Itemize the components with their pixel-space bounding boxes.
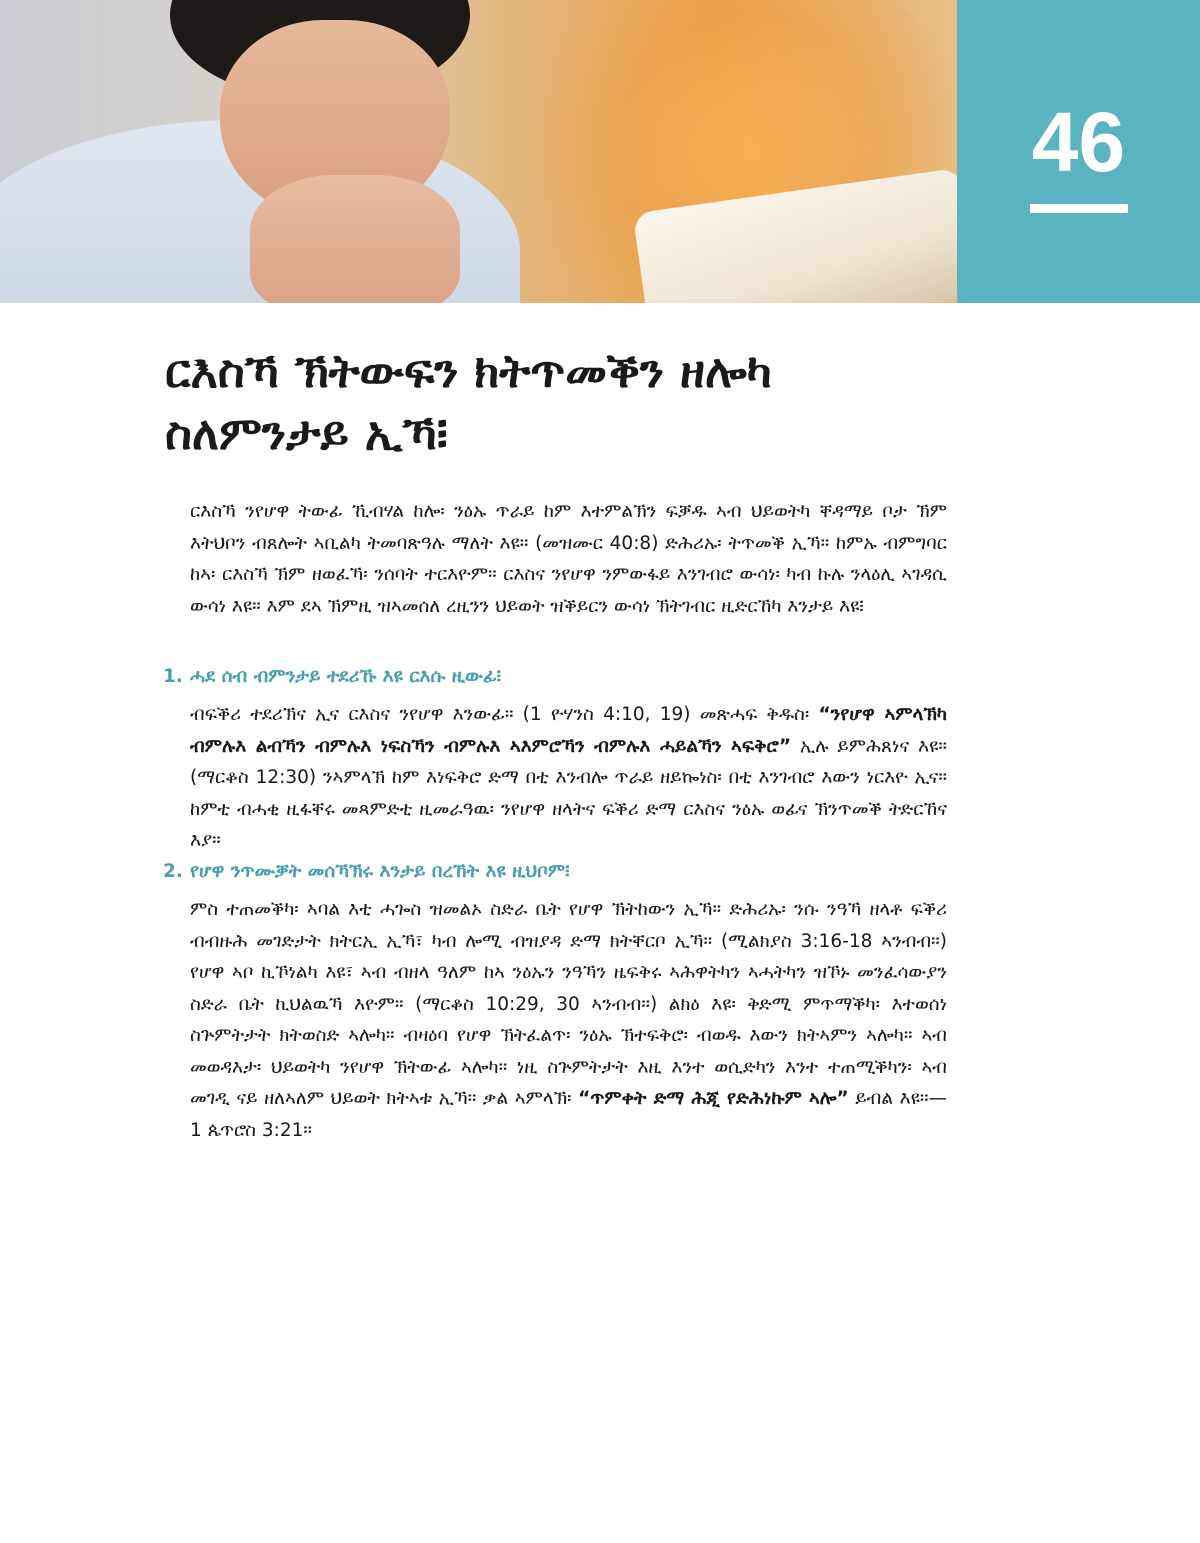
question-text: የሆዋ ንጥሙቓት መሰኻኽሩ እንታይ በረኸት እዩ ዚህቦም፧	[190, 861, 570, 882]
question-section-2	[163, 858, 953, 1146]
lesson-number-badge	[957, 0, 1200, 303]
scripture-quote: “ንየሆዋ ኣምላኽካ ብምሉእ ልብኻን ብምሉእ ነፍስኻን ብምሉእ ኣእምሮኻን ብምሉእ ሓይልኻን ኣፍቅሮ”	[190, 704, 947, 757]
answer-text: ይብል እዩ።—1 ጴጥሮስ 3:21።	[190, 1088, 947, 1141]
question-heading	[163, 663, 953, 691]
praying-hands-image	[250, 175, 460, 303]
question-number: 2.	[163, 861, 183, 882]
question-heading	[163, 858, 953, 886]
scripture-quote: “ጥምቀት ድማ ሕጂ የድሕነኩም ኣሎ”	[578, 1088, 849, 1109]
answer-text: ኢሉ ይምሕጸነና እዩ። (ማርቆስ 12:30) ንኣምላኽ ከም እነፍቅሮ ድማ በቲ እንብሎ ጥራይ ዘይኰነስ፡ በቲ እንገብሮ እውን ነርእዮ ኢና። ከምቲ ብሓቂ ዚፋቐሩ መጻምድቲ ዚመራዓዉ፡ ንየሆዋ ዘላትና ፍቕሪ ድማ ርእስና ንዕኡ ወፊና ኽንጥመቕ ትድርኸና እያ።	[190, 735, 947, 851]
hero-photo	[0, 0, 957, 303]
lesson-number: 46	[1031, 95, 1126, 189]
question-number: 1.	[163, 666, 183, 687]
intro-paragraph: ርእስኻ ንየሆዋ ትውፊ ኺብሃል ከሎ፡ ንዕኡ ጥራይ ከም እተምልኽን ፍቓዱ ኣብ ህይወትካ ቐዳማይ ቦታ ኽም እትህቦን ብጸሎት ኣቢልካ ትመባጽዓሉ ማለት እዩ። (መዝሙር 40:8) ድሕሪኡ፡ ትጥመቕ ኢኻ። ከምኡ ብምግባር ከኣ፡ ርእስኻ ኽም ዘወፈኻ፡ ንሰባት ተርእዮም። ርእስና ንየሆዋ ንምውፋይ እንገብሮ ውሳነ፡ ካብ ኩሉ ንላዕሊ ኣገዳሲ ውሳነ እዩ። እም ደኣ ኽምዚ ዝኣመሰለ ረዚንን ህይወት ዝቕይርን ውሳነ ኽትገብር ዚድርኸካ እንታይ እዩ፧	[190, 501, 947, 617]
question-text: ሓደ ሰብ ብምንታይ ተደሪኹ እዩ ርእሱ ዚውፊ፧	[190, 666, 502, 687]
answer-paragraph	[190, 699, 947, 857]
question-section-1	[163, 663, 953, 857]
answer-paragraph	[190, 894, 947, 1146]
page-title: ርእስኻ ኽትውፍን ክትጥመቕን ዘሎካ ስለምንታይ ኢኻ፧	[165, 344, 772, 460]
lesson-number-underline	[1030, 204, 1128, 213]
answer-text: ምስ ተጠመቕካ፡ ኣባል እቲ ሓጐስ ዝመልኦ ስድራ ቤት የሆዋ ኽትከውን ኢኻ። ድሕሪኡ፡ ንሱ ንዓኻ ዘላቶ ፍቕሪ ብብዙሕ መገድታት ክትርኢ ኢኻ፣ ካብ ሎሚ ብዝያዳ ድማ ክትቐርቦ ኢኻ። (ሚልክያስ 3:16-18 ኣንብብ።) የሆዋ ኣቦ ኪኾነልካ እዩ፣ ኣብ ብዘላ ዓለም ከኣ ንዕኡን ንዓኻን ዜፍቅሩ ኣሕዋትካን ኣሓትካን ዝኾኑ መንፈሳውያን ስድራ ቤት ኪህልዉኻ እዮም። (ማርቆስ 10:29, 30 ኣንብብ።) ልክዕ እዩ፡ ቅድሚ ምጥማቕካ፡ እተወሰነ ስጕምትታት ክትወስድ ኣሎካ። ብዛዕባ የሆዋ ኽትፈልጥ፡ ንዕኡ ኽተፍቅሮ፡ ብወዱ እውን ክትኣምን ኣሎካ። ኣብ መወዳእታ፡ ህይወትካ ንየሆዋ ኽትውፊ ኣሎካ። ነዚ ስጕምትታት እዚ እንተ ወሲድካን እንተ ተጠሚቕካን፡ ኣብ መገዲ ናይ ዘለኣለም ህይወት ክትኣቱ ኢኻ። ቃል ኣምላኽ፡	[190, 899, 947, 1109]
answer-text: ብፍቕሪ ተደሪኽና ኢና ርእስና ንየሆዋ እንውፊ። (1 ዮሃንስ 4:10, 19) መጽሓፍ ቅዱስ፡	[190, 704, 819, 725]
